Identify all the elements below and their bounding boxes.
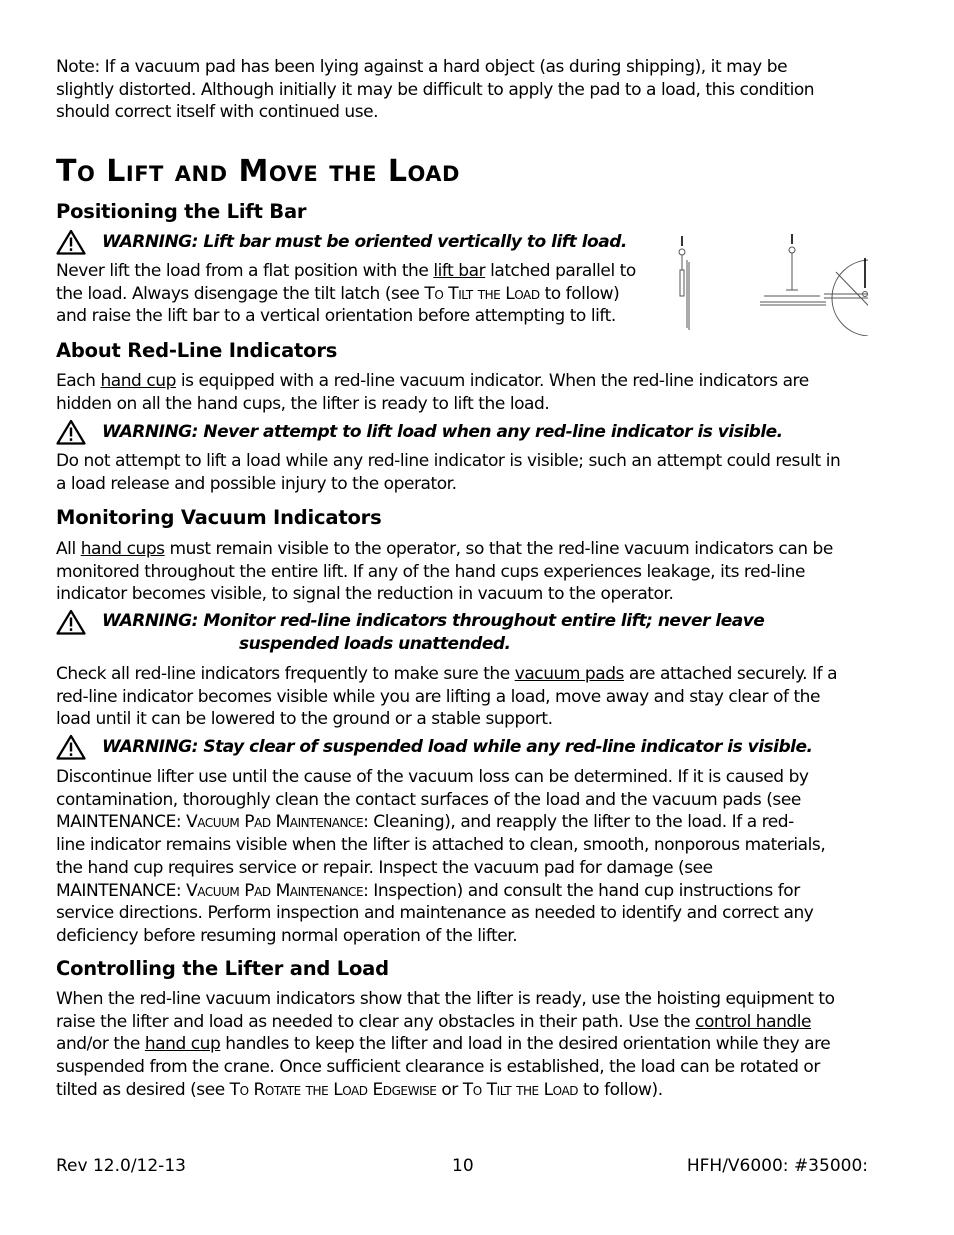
paragraph-line: All hand cups must remain visible to the operator, so that the red-line vacuum indicators can be <box>56 539 833 559</box>
paragraph-line: suspended from the crane. Once sufficient clearance is established, the load can be rotated or <box>56 1057 820 1078</box>
paragraph-line: the load. Always disengage the tilt latch (see To Tilt the Load to follow) <box>56 283 620 304</box>
tilt-load-reference: To Tilt the Load <box>462 1079 578 1100</box>
rotate-load-reference: To Rotate the Load Edgewise <box>229 1079 437 1100</box>
redline-warning: WARNING: Never attempt to lift load when any red-line indicator is visible. <box>102 422 783 442</box>
redline-paragraph-2 <box>56 450 840 495</box>
paragraph-line: service directions. Perform inspection and maintenance as needed to identify and correct any <box>56 903 814 924</box>
controlling-paragraph <box>56 988 835 1102</box>
hand-cups-link[interactable]: hand cups <box>80 539 165 559</box>
redline-paragraph <box>56 370 809 415</box>
note-line: should correct itself with continued use. <box>56 102 379 123</box>
paragraph-line: Never lift the load from a flat position with the lift bar latched parallel to <box>56 261 636 281</box>
paragraph-line: and/or the hand cup handles to keep the lifter and load in the desired orientation while they are <box>56 1034 831 1055</box>
warning-triangle-icon <box>56 229 86 255</box>
note-line: Note: If a vacuum pad has been lying against a hard object (as during shipping), it may be <box>56 57 788 77</box>
paragraph-line: tilted as desired (see To Rotate the Load Edgewise or To Tilt the Load to follow). <box>56 1079 663 1100</box>
monitoring-heading: Monitoring Vacuum Indicators <box>56 506 382 529</box>
paragraph-line: MAINTENANCE: Vacuum Pad Maintenance: Cleaning), and reapply the lifter to the load. If a red- <box>56 812 794 833</box>
note-line: slightly distorted. Although initially it may be difficult to apply the pad to a load, this condition <box>56 79 815 100</box>
monitoring-warning-2: WARNING: Stay clear of suspended load while any red-line indicator is visible. <box>102 737 813 757</box>
footer-page-number: 10 <box>452 1156 474 1176</box>
paragraph-line: Each hand cup is equipped with a red-line vacuum indicator. When the red-line indicators are <box>56 371 809 391</box>
paragraph-line: load until it can be lowered to the ground or a stable support. <box>56 709 553 730</box>
paragraph-line: contamination, thoroughly clean the contact surfaces of the load and the vacuum pads (see <box>56 789 801 810</box>
paragraph-line: indicator becomes visible, to signal the reduction in vacuum to the operator. <box>56 584 674 605</box>
paragraph-line: deficiency before resuming normal operation of the lifter. <box>56 925 518 946</box>
vacuum-pad-maintenance-reference: Vacuum Pad Maintenance <box>186 880 364 901</box>
paragraph-line: MAINTENANCE: Vacuum Pad Maintenance: Inspection) and consult the hand cup instructions for <box>56 880 800 901</box>
control-handle-link[interactable]: control handle <box>695 1011 812 1032</box>
warning-triangle-icon <box>56 609 86 635</box>
positioning-heading: Positioning the Lift Bar <box>56 200 307 223</box>
monitoring-paragraph-3 <box>56 766 825 948</box>
paragraph-line: and raise the lift bar to a vertical orientation before attempting to lift. <box>56 306 616 327</box>
paragraph-line: line indicator remains visible when the lifter is attached to clean, smooth, nonporous materials, <box>56 835 826 856</box>
positioning-paragraph <box>56 260 666 328</box>
paragraph-line: red-line indicator becomes visible while you are lifting a load, move away and stay clear of the <box>56 686 821 707</box>
footer-revision: Rev 12.0/12-13 <box>56 1156 186 1176</box>
paragraph-line: Discontinue lifter use until the cause of the vacuum loss can be determined. If it is caused by <box>56 767 809 787</box>
lift-bar-orientation-illustration <box>674 228 868 336</box>
vacuum-pad-maintenance-reference: Vacuum Pad Maintenance <box>186 812 364 833</box>
footer-model: HFH/V6000: #35000: <box>686 1156 868 1176</box>
paragraph-line: When the red-line vacuum indicators show that the lifter is ready, use the hoisting equipment to <box>56 989 835 1009</box>
paragraph-line: Check all red-line indicators frequently to make sure the vacuum pads are attached securely. If a <box>56 664 838 684</box>
monitoring-paragraph <box>56 538 833 606</box>
note-paragraph <box>56 56 814 124</box>
monitoring-warning-1: WARNING: Monitor red-line indicators throughout entire lift; never leave suspended loads unattended. <box>102 611 765 654</box>
tilt-load-reference: To Tilt the Load <box>424 283 540 304</box>
paragraph-line: the hand cup requires service or repair. Inspect the vacuum pad for damage (see <box>56 857 713 878</box>
paragraph-line: Do not attempt to lift a load while any red-line indicator is visible; such an attempt could result in <box>56 451 841 471</box>
redline-heading: About Red-Line Indicators <box>56 339 338 362</box>
warning-triangle-icon <box>56 734 86 760</box>
paragraph-line: a load release and possible injury to the operator. <box>56 473 457 494</box>
controlling-heading: Controlling the Lifter and Load <box>56 957 389 980</box>
hand-cup-link[interactable]: hand cup <box>100 371 176 391</box>
monitoring-paragraph-2 <box>56 663 837 731</box>
lift-bar-link[interactable]: lift bar <box>433 261 486 281</box>
warning-triangle-icon <box>56 419 86 445</box>
hand-cup-link[interactable]: hand cup <box>144 1034 221 1055</box>
paragraph-line: hidden on all the hand cups, the lifter is ready to lift the load. <box>56 393 550 414</box>
vacuum-pads-link[interactable]: vacuum pads <box>514 664 624 684</box>
section-title: To Lift and Move the Load <box>56 154 460 189</box>
positioning-warning: WARNING: Lift bar must be oriented vertically to lift load. <box>102 232 627 252</box>
paragraph-line: raise the lifter and load as needed to clear any obstacles in their path. Use the control handle <box>56 1011 812 1032</box>
paragraph-line: monitored throughout the entire lift. If any of the hand cups experiences leakage, its red-line <box>56 561 806 582</box>
